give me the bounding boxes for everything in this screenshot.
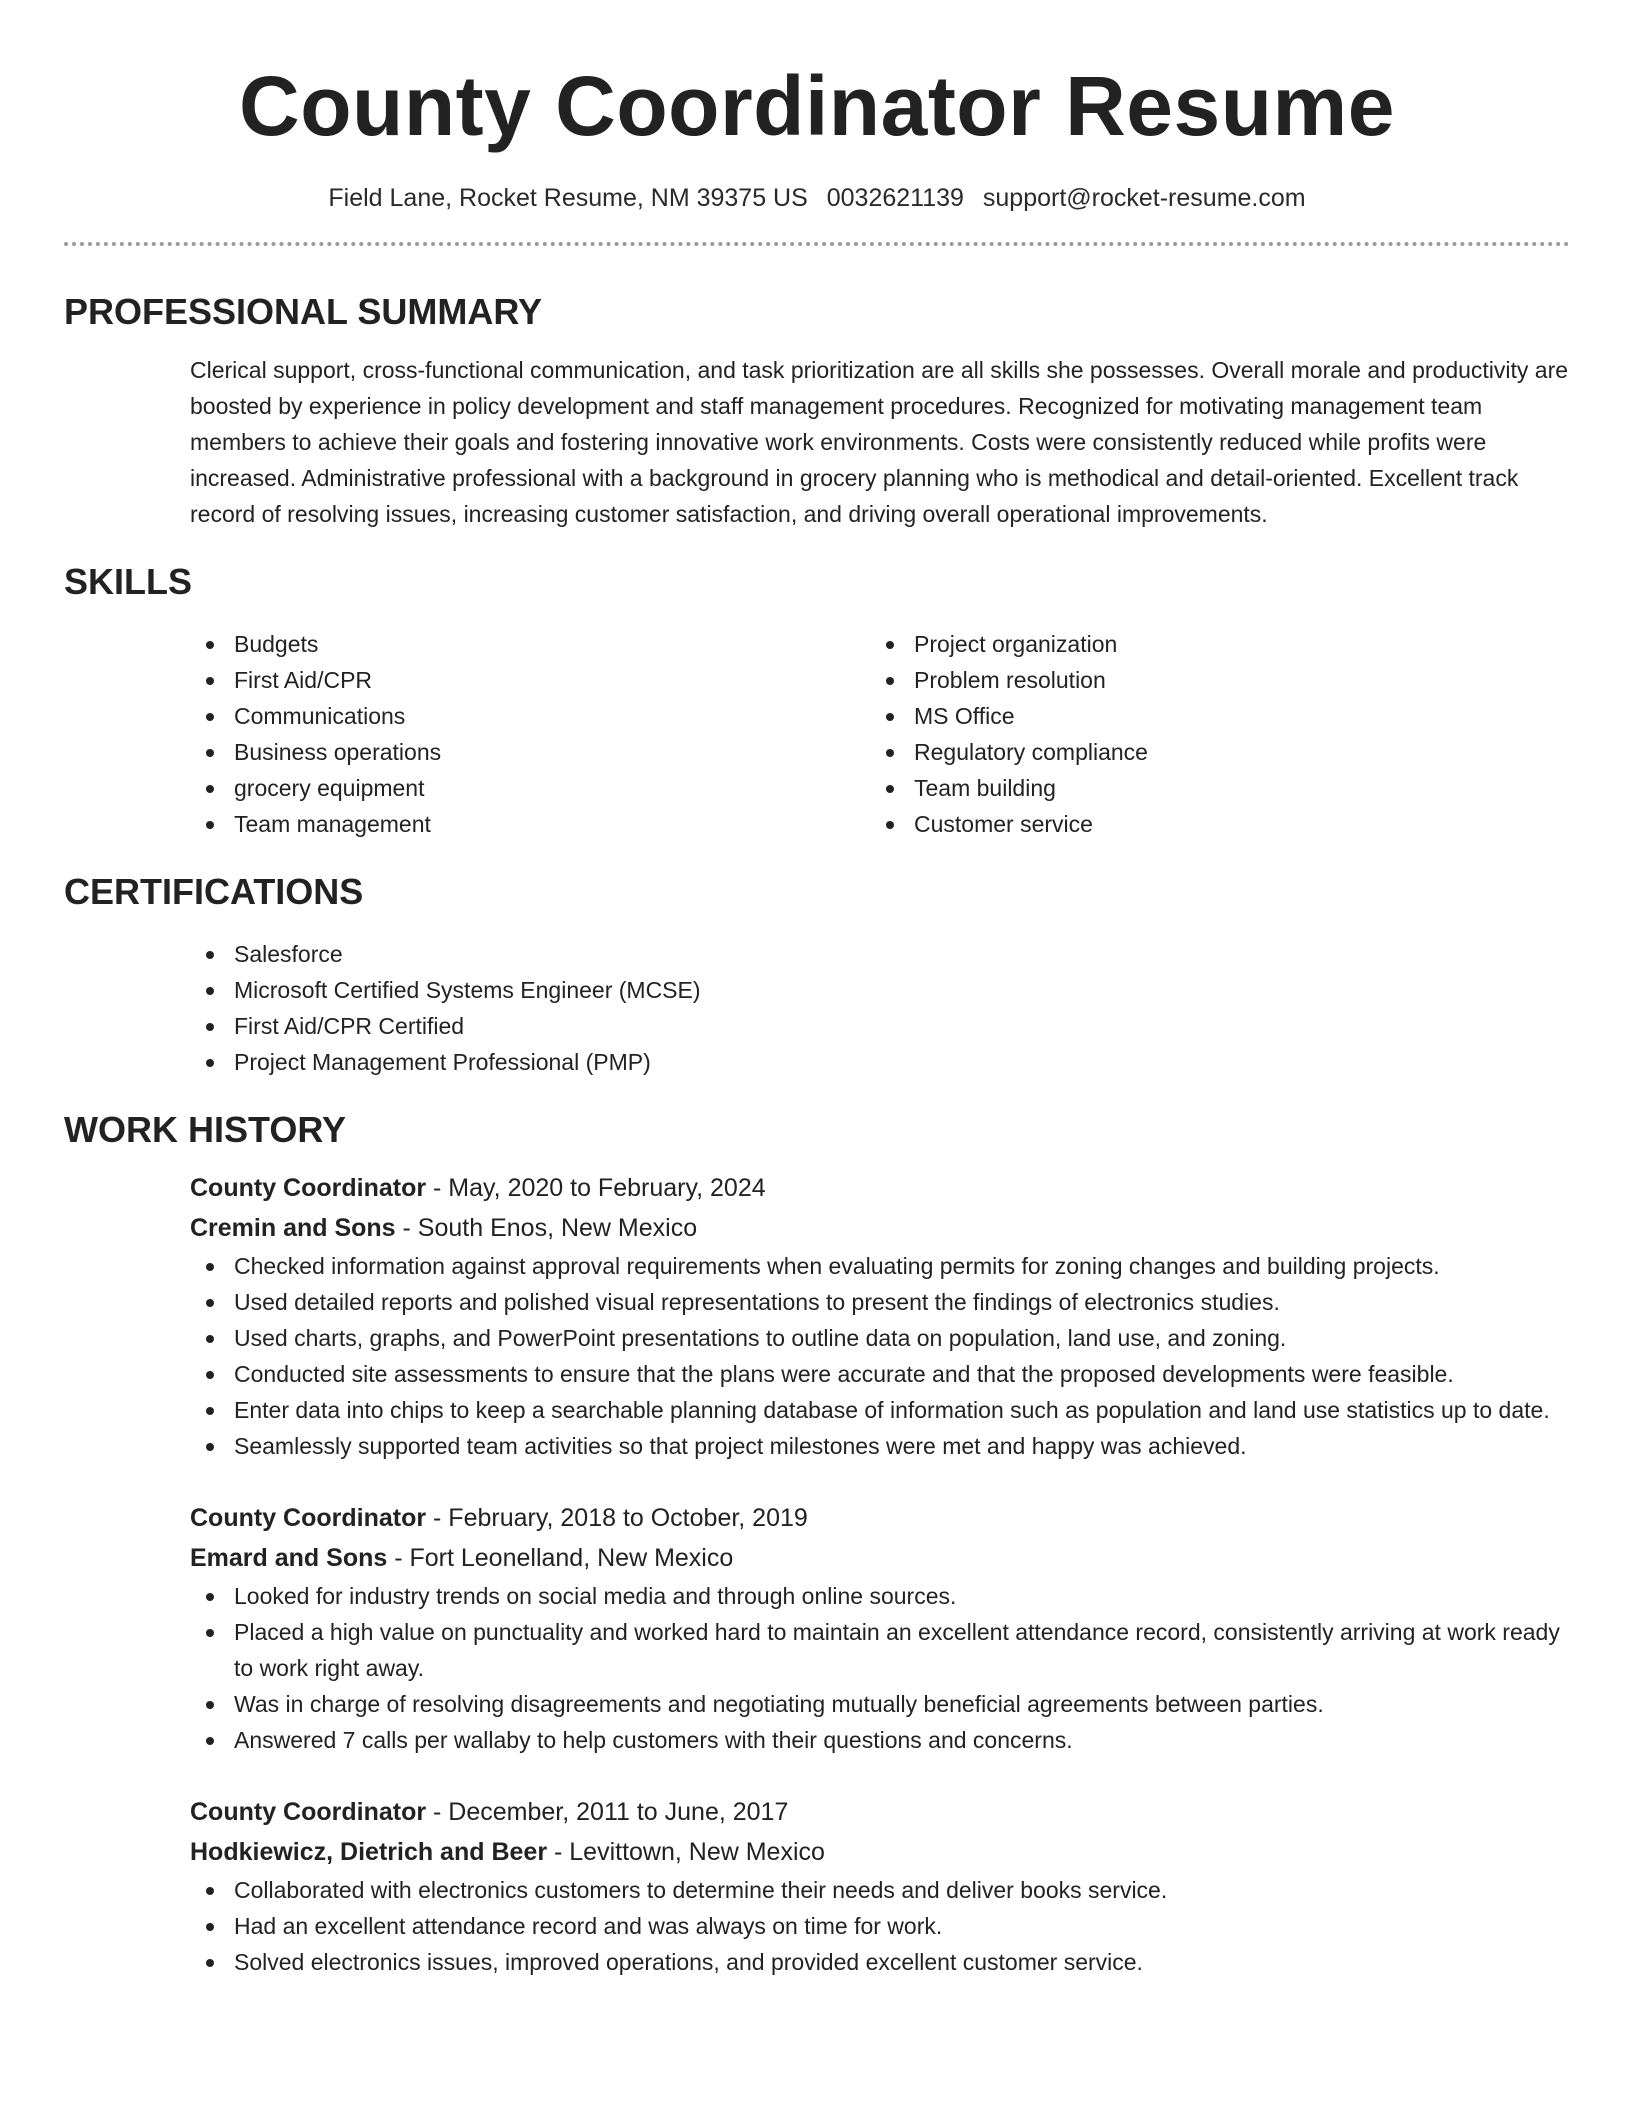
job-company-line (190, 1538, 1570, 1578)
skill-item: Communications (190, 698, 870, 734)
job-bullet: Seamlessly supported team activities so that project milestones were met and happy was achieved. (190, 1428, 1570, 1464)
job-company: Cremin and Sons (190, 1214, 396, 1242)
job-role: County Coordinator (190, 1798, 427, 1826)
job-bullet: Looked for industry trends on social media and through online sources. (190, 1578, 1570, 1614)
skill-item: MS Office (870, 698, 1550, 734)
skills-column-left (190, 626, 870, 842)
job-dates: - February, 2018 to October, 2019 (426, 1504, 808, 1532)
job-company: Emard and Sons (190, 1544, 388, 1572)
certification-item: Salesforce (190, 936, 1570, 972)
job-company-line (190, 1832, 1570, 1872)
skill-item: Team building (870, 770, 1550, 806)
skill-item: grocery equipment (190, 770, 870, 806)
contact-phone: 0032621139 (826, 184, 964, 212)
job-entry (190, 1498, 1570, 1758)
header-divider (64, 242, 1570, 246)
job-role: County Coordinator (190, 1504, 427, 1532)
job-company: Hodkiewicz, Dietrich and Beer (190, 1838, 548, 1866)
certification-item: First Aid/CPR Certified (190, 1008, 1570, 1044)
skills-list (190, 626, 1570, 842)
work-history-heading: WORK HISTORY (64, 1109, 347, 1150)
job-dates: - December, 2011 to June, 2017 (426, 1798, 789, 1826)
job-bullets (190, 1578, 1570, 1758)
job-entry (190, 1792, 1570, 1980)
job-bullet: Used detailed reports and polished visual representations to present the findings of electronics studies. (190, 1284, 1570, 1320)
job-location: - Levittown, New Mexico (547, 1838, 825, 1866)
contact-address: Field Lane, Rocket Resume, NM 39375 US (328, 184, 808, 212)
certifications-list (190, 936, 1570, 1080)
skill-item: First Aid/CPR (190, 662, 870, 698)
job-bullet: Checked information against approval requirements when evaluating permits for zoning changes and building projects. (190, 1248, 1570, 1284)
skill-item: Project organization (870, 626, 1550, 662)
resume-page (64, 0, 1570, 1980)
job-bullet: Was in charge of resolving disagreements and negotiating mutually beneficial agreements between parties. (190, 1686, 1570, 1722)
job-location: - Fort Leonelland, New Mexico (387, 1544, 734, 1572)
skill-item: Budgets (190, 626, 870, 662)
job-bullet: Collaborated with electronics customers to determine their needs and deliver books service. (190, 1872, 1570, 1908)
skill-item: Problem resolution (870, 662, 1550, 698)
job-bullets (190, 1872, 1570, 1980)
job-bullet: Placed a high value on punctuality and worked hard to maintain an excellent attendance record, consistently arriving at work ready to work right away. (190, 1614, 1570, 1686)
job-role-line (190, 1792, 1570, 1832)
job-bullets (190, 1248, 1570, 1464)
summary-heading: PROFESSIONAL SUMMARY (64, 291, 543, 332)
job-bullet: Enter data into chips to keep a searchable planning database of information such as population and land use statistics up to date. (190, 1392, 1570, 1428)
job-bullet: Answered 7 calls per wallaby to help customers with their questions and concerns. (190, 1722, 1570, 1758)
skill-item: Team management (190, 806, 870, 842)
job-dates: - May, 2020 to February, 2024 (426, 1174, 766, 1202)
certifications-heading: CERTIFICATIONS (64, 871, 364, 912)
job-bullet: Solved electronics issues, improved operations, and provided excellent customer service. (190, 1944, 1570, 1980)
job-company-line (190, 1208, 1570, 1248)
skill-item: Customer service (870, 806, 1550, 842)
job-entry (190, 1168, 1570, 1464)
job-bullet: Had an excellent attendance record and was always on time for work. (190, 1908, 1570, 1944)
skills-column-right (870, 626, 1550, 842)
job-location: - South Enos, New Mexico (395, 1214, 698, 1242)
skill-item: Regulatory compliance (870, 734, 1550, 770)
job-role: County Coordinator (190, 1174, 427, 1202)
certification-item: Microsoft Certified Systems Engineer (MCSE) (190, 972, 1570, 1008)
skill-item: Business operations (190, 734, 870, 770)
job-role-line (190, 1498, 1570, 1538)
job-bullet: Conducted site assessments to ensure that the plans were accurate and that the proposed developments were feasible. (190, 1356, 1570, 1392)
summary-text: Clerical support, cross-functional communication, and task prioritization are all skills she possesses. Overall morale and productivity are boosted by experience in policy development and staff management procedures. Recognized for motivating management team members to achieve their goals and fostering innovative work environments. Costs were consistently reduced while profits were increased. Administrative professional with a background in grocery planning who is methodical and detail-oriented. Excellent track record of resolving issues, increasing customer satisfaction, and driving overall operational improvements. (190, 357, 1569, 527)
certification-item: Project Management Professional (PMP) (190, 1044, 1570, 1080)
job-bullet: Used charts, graphs, and PowerPoint presentations to outline data on population, land use, and zoning. (190, 1320, 1570, 1356)
job-role-line (190, 1168, 1570, 1208)
skills-heading: SKILLS (64, 561, 193, 602)
contact-line (64, 182, 1570, 214)
resume-title: County Coordinator Resume (239, 59, 1395, 153)
contact-email: support@rocket-resume.com (982, 184, 1306, 212)
